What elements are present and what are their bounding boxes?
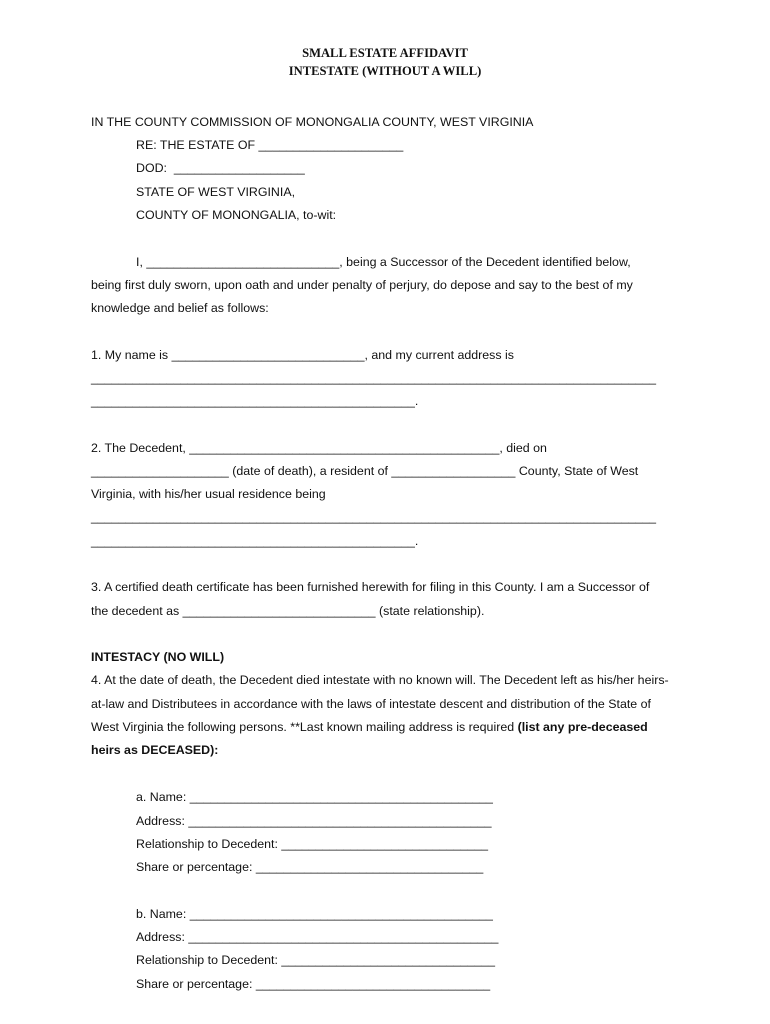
section-4-line-4-bold: heirs as DECEASED): — [91, 743, 219, 757]
intestacy-heading: INTESTACY (NO WILL) — [91, 650, 225, 664]
heir-b-relationship: Relationship to Decedent: _______________________________ — [136, 953, 495, 967]
state-caption: STATE OF WEST VIRGINIA, — [136, 185, 296, 199]
section-4-line-1: 4. At the date of death, the Decedent died intestate with no known will. The Decedent left as his/her heirs- — [91, 673, 669, 687]
section-2-residence-line: __________________________________________________________________________________ — [91, 510, 657, 524]
heir-a-name: a. Name: ____________________________________________ — [136, 790, 493, 804]
heir-b-share: Share or percentage: __________________________________ — [136, 977, 491, 991]
document-subtitle: INTESTATE (WITHOUT A WILL) — [288, 64, 482, 78]
section-3-line-1: 3. A certified death certificate has been furnished herewith for filing in this County. I am a Successor of — [91, 580, 650, 594]
section-3-line-2: the decedent as ____________________________ (state relationship). — [91, 604, 485, 618]
section-2-residence-line-2: _______________________________________________. — [91, 534, 419, 548]
court-caption: IN THE COUNTY COMMISSION OF MONONGALIA COUNTY, WEST VIRGINIA — [91, 115, 534, 129]
intro-line-1: I, ____________________________, being a Successor of the Decedent identified below, — [136, 255, 631, 269]
intro-line-3: knowledge and belief as follows: — [91, 301, 269, 315]
heir-b-name: b. Name: ____________________________________________ — [136, 907, 493, 921]
section-1-address-line-2: _______________________________________________. — [91, 394, 419, 408]
section-1-line-1: 1. My name is ____________________________, and my current address is — [91, 348, 514, 362]
section-4-line-2: at-law and Distributees in accordance with the laws of intestate descent and distribution of the State of — [91, 697, 651, 711]
section-2-line-3: Virginia, with his/her usual residence being — [91, 487, 326, 501]
section-4-line-3 — [91, 720, 648, 734]
document-title: SMALL ESTATE AFFIDAVIT — [302, 46, 468, 60]
dod-field: DOD: ___________________ — [136, 161, 305, 175]
heir-b-address: Address: _____________________________________________ — [136, 930, 499, 944]
heir-a-share: Share or percentage: _________________________________ — [136, 860, 484, 874]
section-4-line-3-text: West Virginia the following persons. **Last known mailing address is required — [91, 720, 518, 734]
section-4-line-3-bold: (list any pre-deceased — [517, 720, 648, 734]
section-1-address-line: __________________________________________________________________________________ — [91, 371, 657, 385]
heir-a-address: Address: ____________________________________________ — [136, 814, 492, 828]
section-2-line-1: 2. The Decedent, _____________________________________________, died on — [91, 441, 547, 455]
heir-a-relationship: Relationship to Decedent: ______________________________ — [136, 837, 489, 851]
section-2-line-2: ____________________ (date of death), a resident of __________________ County, State of West — [91, 464, 639, 478]
estate-of-field: RE: THE ESTATE OF _____________________ — [136, 138, 404, 152]
county-caption: COUNTY OF MONONGALIA, to-wit: — [136, 208, 337, 222]
intro-line-2: being first duly sworn, upon oath and under penalty of perjury, do depose and say to the best of my — [91, 278, 633, 292]
